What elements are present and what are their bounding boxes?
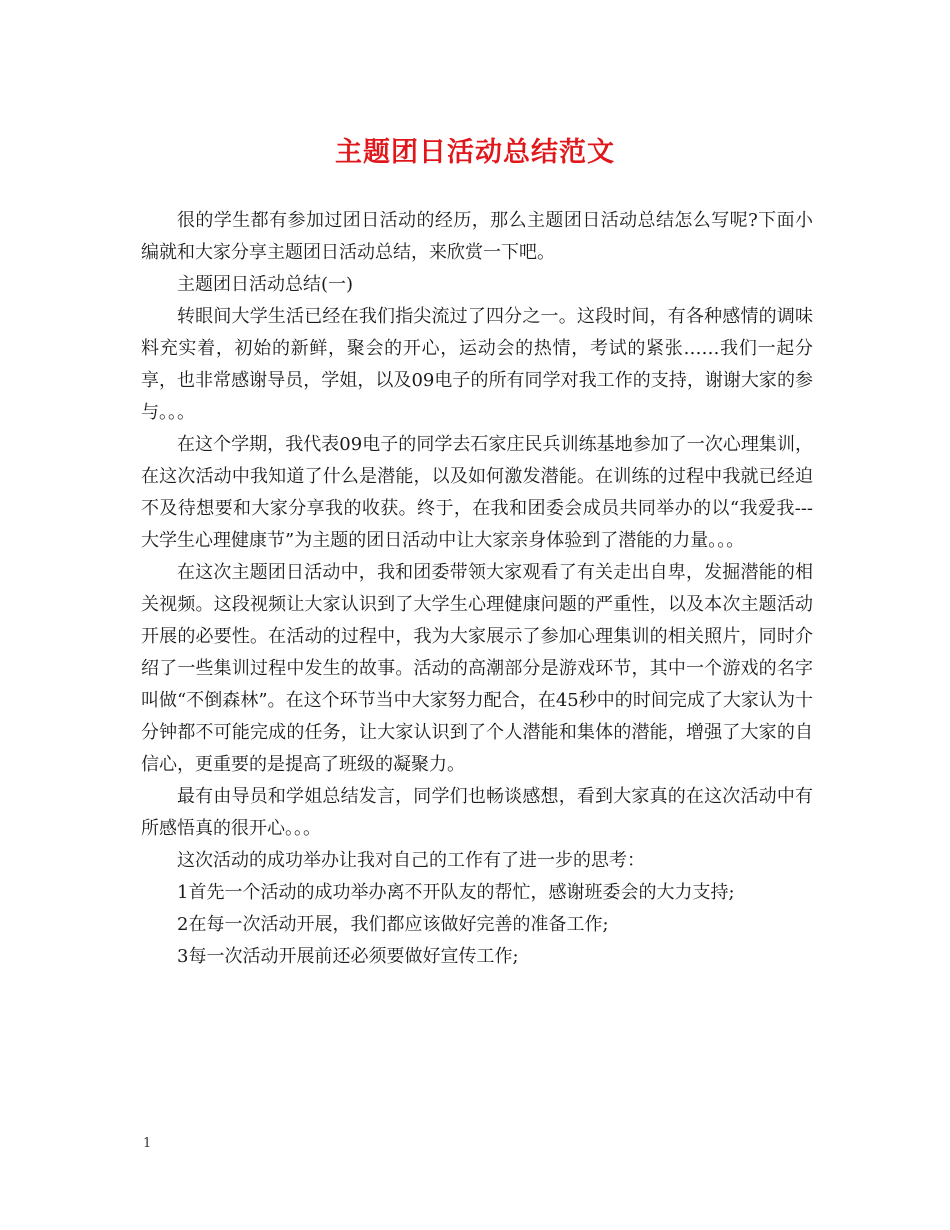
document-title: 主题团日活动总结范文	[335, 137, 615, 168]
section-heading: 主题团日活动总结(一)	[177, 274, 354, 295]
list-item: 2在每一次活动开展，我们都应该做好完善的准备工作;	[177, 914, 609, 935]
paragraph: 在这个学期，我代表09电子的同学去石家庄民兵训练基地参加了一次心理集训，在这次活动中我知道了什么是潜能，以及如何激发潜能。在训练的过程中我就已经迫不及待想要和大家分享我的收获。终于，在我和团委会成员共同举办的以“我爱我---大学生心理健康节”为主题的团日活动中让大家亲身体验到了潜能的力量。。。	[141, 434, 813, 551]
paragraph-intro: 很的学生都有参加过团日活动的经历，那么主题团日活动总结怎么写呢?下面小编就和大家分享主题团日活动总结，来欣赏一下吧。	[141, 210, 813, 263]
paragraph: 在这次主题团日活动中，我和团委带领大家观看了有关走出自卑，发掘潜能的相关视频。这段视频让大家认识到了大学生心理健康问题的严重性，以及本次主题活动开展的必要性。在活动的过程中，我为大家展示了参加心理集训的相关照片，同时介绍了一些集训过程中发生的故事。活动的高潮部分是游戏环节，其中一个游戏的名字叫做“不倒森林”。在这个环节当中大家努力配合，在45秒中的时间完成了大家认为十分钟都不可能完成的任务，让大家认识到了个人潜能和集体的潜能，增强了大家的自信心，更重要的是提高了班级的凝聚力。	[141, 562, 813, 775]
list-item: 1首先一个活动的成功举办离不开队友的帮忙，感谢班委会的大力支持;	[177, 882, 735, 903]
paragraph: 最有由导员和学姐总结发言，同学们也畅谈感想，看到大家真的在这次活动中有所感悟真的很开心。。。	[141, 786, 813, 839]
paragraph: 这次活动的成功举办让我对自己的工作有了进一步的思考：	[177, 850, 645, 871]
page-number: 1	[143, 1136, 152, 1151]
paragraph: 转眼间大学生活已经在我们指尖流过了四分之一。这段时间，有各种感情的调味料充实着，初始的新鲜，聚会的开心，运动会的热情，考试的紧张……我们一起分享，也非常感谢导员，学姐，以及09电子的所有同学对我工作的支持，谢谢大家的参与。。。	[141, 306, 813, 423]
document-body	[141, 205, 813, 973]
list-item: 3每一次活动开展前还必须要做好宣传工作;	[177, 946, 519, 967]
